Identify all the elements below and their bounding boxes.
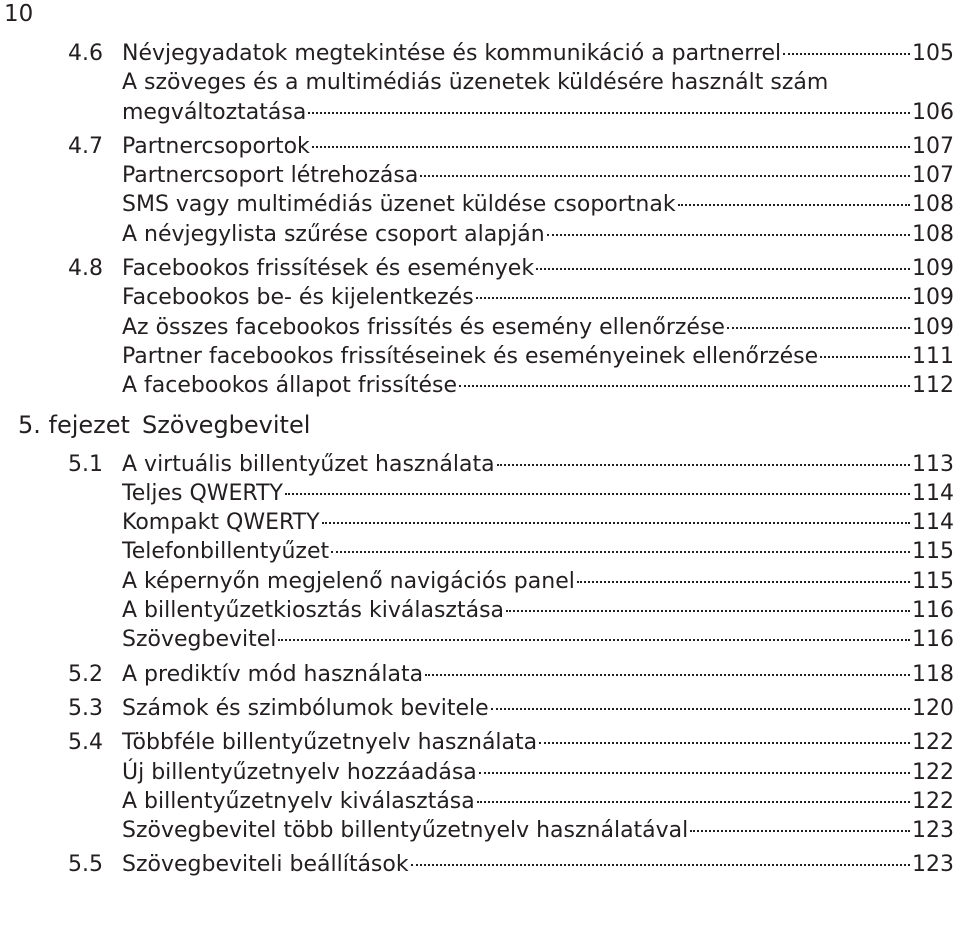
dot-leader <box>491 708 910 710</box>
toc-subsection-entry[interactable] <box>68 508 954 537</box>
toc-entry-page: 123 <box>912 852 954 878</box>
dot-leader <box>459 385 910 387</box>
dot-leader <box>420 175 910 177</box>
toc-entry-title: Facebookos be- és kijelentkezés <box>122 285 474 311</box>
toc-entry-number: 5.5 <box>68 852 103 878</box>
toc-entry-page: 113 <box>912 451 954 477</box>
toc-entry-number: 5.4 <box>68 730 103 756</box>
toc-entry-title: A billentyűzetnyelv kiválasztása <box>122 788 475 814</box>
dot-leader <box>820 356 910 358</box>
table-of-contents <box>18 39 954 880</box>
toc-subsection-entry[interactable] <box>68 313 954 342</box>
chapter-title: Szövegbevitel <box>141 410 311 439</box>
dot-leader <box>497 464 910 466</box>
toc-entry-page: 109 <box>912 285 954 311</box>
toc-entry-page: 116 <box>912 598 954 624</box>
toc-entry-page: 111 <box>912 343 954 369</box>
toc-entry-title: Az összes facebookos frissítés és esemény ellenőrzése <box>122 314 725 340</box>
toc-entry-page: 122 <box>912 759 954 785</box>
toc-entry-number: 5.3 <box>68 695 103 721</box>
toc-entry-title: Szövegbevitel több billentyűzetnyelv használatával <box>122 818 689 844</box>
toc-entry-page: 118 <box>912 661 954 687</box>
toc-entry-title-line[interactable]: A szöveges és a multimédiás üzenetek küldésére használt szám <box>122 70 829 96</box>
dot-leader <box>322 522 910 524</box>
toc-subsection-entry[interactable] <box>68 371 954 400</box>
toc-entry-page: 115 <box>912 568 954 594</box>
toc-entry-title: A facebookos állapot frissítése <box>122 373 457 399</box>
toc-entry-title: Facebookos frissítések és események <box>122 256 535 282</box>
toc-subsection-entry[interactable] <box>68 342 954 371</box>
toc-entry-number: 5.2 <box>68 661 103 687</box>
toc-entry-page: 108 <box>912 221 954 247</box>
toc-entry-number: 4.8 <box>68 256 103 282</box>
toc-entry-page: 109 <box>912 314 954 340</box>
toc-entry-title: Számok és szimbólumok bevitele <box>122 695 489 721</box>
toc-entry-title: A névjegylista szűrése csoport alapján <box>122 221 545 247</box>
toc-subsection-entry[interactable] <box>68 283 954 312</box>
dot-leader <box>331 551 910 553</box>
toc-subsection-entry[interactable] <box>68 625 954 654</box>
toc-section-entry[interactable] <box>68 660 954 689</box>
toc-section-entry[interactable] <box>68 694 954 723</box>
toc-entry-page: 108 <box>912 192 954 218</box>
chapter-number: 5. fejezet <box>18 410 130 439</box>
toc-entry-page: 112 <box>912 373 954 399</box>
toc-entry-page: 116 <box>912 627 954 653</box>
toc-entry-page: 105 <box>912 41 954 66</box>
toc-entry-page: 115 <box>912 539 954 565</box>
toc-entry-title: megváltoztatása <box>122 99 307 125</box>
toc-entry-title: Többféle billentyűzetnyelv használata <box>122 730 538 756</box>
toc-subsection-entry[interactable] <box>68 190 954 219</box>
toc-subsection-entry[interactable] <box>68 816 954 845</box>
dot-leader <box>477 801 910 803</box>
toc-entry-number: 4.6 <box>68 41 103 66</box>
toc-entry-page: 107 <box>912 163 954 189</box>
toc-entry-title: Szövegbevitel <box>122 627 277 653</box>
dot-leader <box>278 639 910 641</box>
toc-subsection-entry[interactable] <box>68 567 954 596</box>
toc-entry-number: 5.1 <box>68 451 103 477</box>
toc-entry-number: 4.7 <box>68 133 103 159</box>
toc-entry-title: Partner facebookos frissítéseinek és eseményeinek ellenőrzése <box>122 343 819 369</box>
toc-entry-page: 114 <box>912 510 954 536</box>
toc-section-entry[interactable] <box>68 728 954 757</box>
toc-section-list-chapter-5 <box>68 450 954 880</box>
dot-leader <box>308 112 910 114</box>
dot-leader <box>536 268 910 270</box>
toc-section-entry[interactable] <box>68 39 954 68</box>
dot-leader <box>690 830 910 832</box>
toc-section-entry[interactable] <box>68 850 954 879</box>
dot-leader <box>539 742 910 744</box>
toc-entry-page: 120 <box>912 695 954 721</box>
dot-leader <box>411 864 910 866</box>
toc-entry-page: 122 <box>912 788 954 814</box>
toc-entry-page: 106 <box>912 99 954 125</box>
toc-entry-page: 123 <box>912 818 954 844</box>
toc-entry-title: A képernyőn megjelenő navigációs panel <box>122 568 575 594</box>
toc-entry-title: Névjegyadatok megtekintése és kommunikáció a partnerrel <box>122 41 782 66</box>
toc-entry-page: 109 <box>912 256 954 282</box>
toc-entry-page: 122 <box>912 730 954 756</box>
dot-leader <box>506 610 910 612</box>
dot-leader <box>783 53 910 55</box>
dot-leader <box>727 327 910 329</box>
dot-leader <box>312 146 910 148</box>
chapter-heading <box>18 409 954 441</box>
toc-subsection-entry[interactable] <box>68 787 954 816</box>
toc-entry-title: Szövegbeviteli beállítások <box>122 852 409 878</box>
toc-entry-title: Teljes QWERTY <box>122 480 283 506</box>
dot-leader <box>678 204 910 206</box>
toc-entry-title: Új billentyűzetnyelv hozzáadása <box>122 759 477 785</box>
toc-entry-title: A billentyűzetkiosztás kiválasztása <box>122 598 505 624</box>
toc-entry-page: 107 <box>912 133 954 159</box>
toc-entry-title: Kompakt QWERTY <box>122 510 320 536</box>
toc-entry-title: A virtuális billentyűzet használata <box>122 451 495 477</box>
toc-subsection-entry[interactable] <box>68 98 954 127</box>
toc-entry-title: Partnercsoport létrehozása <box>122 163 419 189</box>
toc-section-entry[interactable] <box>68 254 954 283</box>
page-number: 10 <box>4 1 34 27</box>
dot-leader <box>425 674 910 676</box>
toc-entry-title: A prediktív mód használata <box>122 661 424 687</box>
toc-subsection-entry[interactable] <box>68 479 954 508</box>
dot-leader <box>479 772 910 774</box>
toc-subsection-entry[interactable] <box>68 596 954 625</box>
toc-section-entry[interactable] <box>68 450 954 479</box>
toc-entry-title: Partnercsoportok <box>122 133 310 159</box>
toc-entry-title: Telefonbillentyűzet <box>122 539 330 565</box>
toc-entry-title: SMS vagy multimédiás üzenet küldése csoportnak <box>122 192 676 218</box>
toc-subsection-entry[interactable] <box>68 758 954 787</box>
dot-leader <box>476 297 910 299</box>
toc-subsection-entry[interactable] <box>68 220 954 249</box>
toc-subsection-entry[interactable] <box>68 161 954 190</box>
toc-entry-page: 114 <box>912 480 954 506</box>
dot-leader <box>547 234 910 236</box>
dot-leader <box>285 493 910 495</box>
dot-leader <box>577 581 910 583</box>
toc-subsection-entry[interactable] <box>68 537 954 566</box>
toc-section-list-chapter-4 <box>68 39 954 401</box>
toc-section-entry[interactable] <box>68 132 954 161</box>
